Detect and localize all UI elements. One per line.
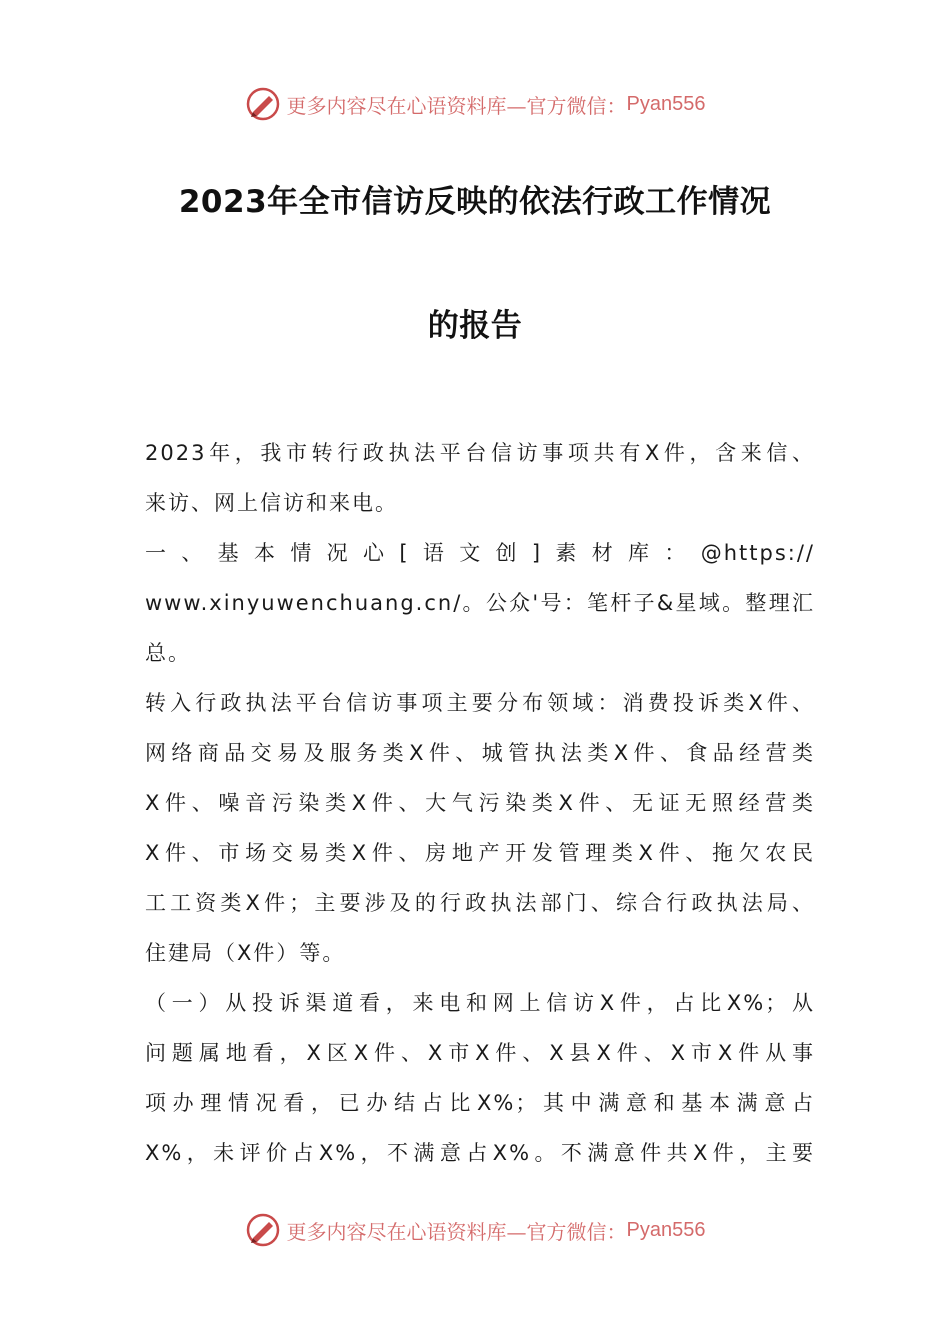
body-line: 住建局（X件）等。 <box>145 941 346 965</box>
body-line: 来访、网上信访和来电。 <box>145 491 398 515</box>
body-line: 一、基本情况心[语文创]素材库：@https:// <box>145 541 815 565</box>
body-line: X件、噪音污染类X件、大气污染类X件、无证无照经营类 <box>145 791 815 815</box>
body-line: www.xinyuwenchuang.cn/。公众'号：笔杆子&星域。整理汇 <box>145 591 815 615</box>
watermark-footer <box>0 1210 950 1250</box>
body-line: X件、市场交易类X件、房地产开发管理类X件、拖欠农民 <box>145 841 815 865</box>
pen-logo-icon <box>245 1212 281 1248</box>
document-title: 2023年全市信访反映的依法行政工作情况 <box>178 184 772 220</box>
body-line: 2023年，我市转行政执法平台信访事项共有X件，含来信、 <box>145 441 815 465</box>
body-line: 转入行政执法平台信访事项主要分布领域：消费投诉类X件、 <box>145 691 815 715</box>
body-line: 项办理情况看，已办结占比X%；其中满意和基本满意占 <box>145 1091 815 1115</box>
pen-logo-icon <box>245 86 281 122</box>
document-body <box>145 428 815 1178</box>
watermark-header <box>0 84 950 124</box>
watermark-text: 更多内容尽在心语资料库—官方微信： <box>286 1219 627 1244</box>
body-line: 网络商品交易及服务类X件、城管执法类X件、食品经营类 <box>145 741 815 765</box>
body-line: （一）从投诉渠道看，来电和网上信访X件，占比X%；从 <box>145 991 815 1015</box>
body-line: X%，未评价占X%，不满意占X%。不满意件共X件，主要 <box>145 1141 815 1165</box>
body-line: 总。 <box>145 641 191 665</box>
watermark-account: Pyan556 <box>626 92 706 115</box>
document-title-continued: 的报告 <box>427 308 523 344</box>
body-line: 工工资类X件；主要涉及的行政执法部门、综合行政执法局、 <box>145 891 815 915</box>
watermark-text: 更多内容尽在心语资料库—官方微信： <box>286 93 627 118</box>
body-line: 问题属地看，X区X件、X市X件、X县X件、X市X件从事 <box>145 1041 815 1065</box>
watermark-account: Pyan556 <box>626 1218 706 1241</box>
